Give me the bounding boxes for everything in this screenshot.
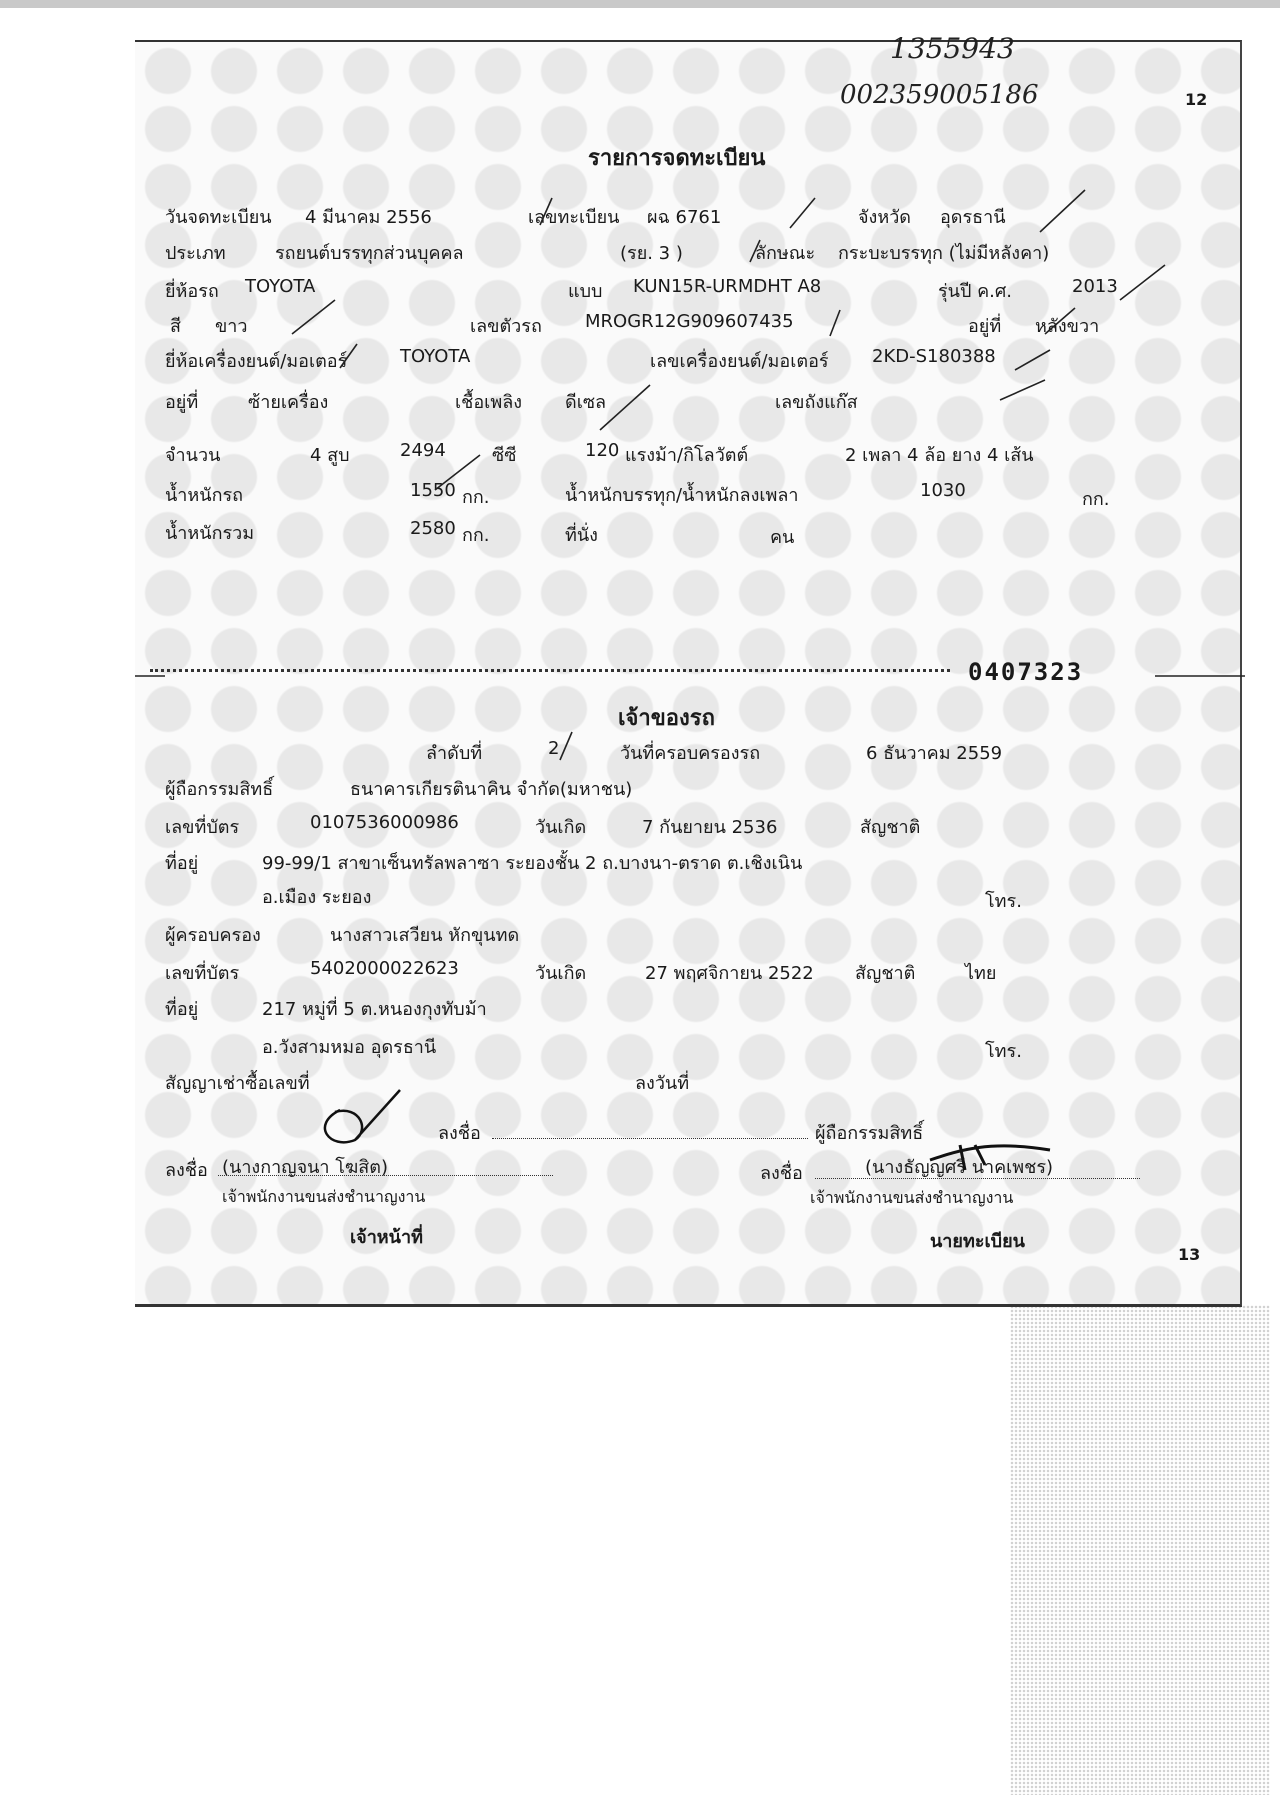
fuel: ดีเซล [565, 392, 607, 413]
reg-date: 4 มีนาคม 2556 [305, 207, 432, 228]
holder-address-2: อ.เมือง ระยอง [262, 887, 372, 908]
seats-unit: คน [770, 527, 795, 548]
registrar-title: นายทะเบียน [930, 1231, 1025, 1252]
model-year: 2013 [1072, 276, 1118, 297]
cc: 2494 [400, 440, 446, 461]
model-label: แบบ [568, 281, 603, 302]
possessor-label: ผู้ครอบครอง [165, 925, 261, 946]
officer-title: เจ้าหน้าที่ [350, 1227, 423, 1248]
officer-role: เจ้าพนักงานขนส่งชำนาญงาน [222, 1187, 426, 1206]
holder-sign-label: ลงชื่อ [438, 1123, 481, 1144]
style-label: ลักษณะ [755, 243, 816, 264]
engine-loc-label: อยู่ที่ [165, 392, 199, 413]
officer-name: (นางกาญจนา โฆสิต) [222, 1157, 388, 1178]
fuel-label: เชื้อเพลิง [455, 392, 523, 413]
vehicle-weight: 1550 [410, 480, 456, 501]
holder-id: 0107536000986 [310, 812, 459, 833]
possessor-addr-label: ที่อยู่ [165, 999, 199, 1020]
serial-number: 0407323 [968, 658, 1084, 686]
possess-date-label: วันที่ครอบครองรถ [620, 743, 761, 764]
holder-nat-label: สัญชาติ [860, 817, 921, 838]
holder-id-label: เลขที่บัตร [165, 817, 240, 838]
engine-no-label: เลขเครื่องยนต์/มอเตอร์ [650, 351, 829, 372]
load-unit: กก. [1082, 489, 1110, 510]
vehicle-style: กระบะบรรทุก (ไม่มีหลังคา) [838, 243, 1050, 264]
handwritten-number-2: 002359005186 [840, 80, 1039, 110]
engine-brand: TOYOTA [400, 346, 471, 367]
page-number-bottom: 13 [1178, 1245, 1201, 1264]
officer-sign-label: ลงชื่อ [165, 1160, 208, 1181]
total-unit: กก. [462, 525, 490, 546]
chassis-label: เลขตัวรถ [470, 316, 542, 337]
model: KUN15R-URMDHT A8 [633, 276, 822, 297]
page-number-top: 12 [1185, 90, 1208, 109]
weight-label: น้ำหนักรถ [165, 485, 244, 506]
chassis-location: หลังขวา [1035, 316, 1100, 337]
seats-label: ที่นั่ง [565, 525, 598, 546]
hp-label: แรงม้า/กิโลวัตต์ [625, 445, 749, 466]
holder-sign-role: ผู้ถือกรรมสิทธิ์ [815, 1123, 924, 1144]
order-label: ลำดับที่ [426, 743, 483, 764]
horsepower: 120 [585, 440, 620, 461]
engine-brand-label: ยี่ห้อเครื่องยนต์/มอเตอร์ [165, 351, 348, 372]
color: ขาว [215, 316, 248, 337]
plate-label: เลขทะเบียน [528, 207, 620, 228]
registrar-sign-label: ลงชื่อ [760, 1163, 803, 1184]
engine-location: ซ้ายเครื่อง [248, 392, 329, 413]
type-label: ประเภท [165, 243, 226, 264]
province: อุดรธานี [940, 207, 1006, 228]
count-label: จำนวน [165, 445, 221, 466]
handwritten-number-1: 1355943 [890, 32, 1015, 65]
type-code: (รย. 3 ) [620, 243, 683, 264]
registrar-role: เจ้าพนักงานขนส่งชำนาญงาน [810, 1188, 1014, 1207]
possessor-dob-label: วันเกิด [535, 963, 587, 984]
brand-label: ยี่ห้อรถ [165, 281, 219, 302]
year-label: รุ่นปี ค.ศ. [938, 281, 1013, 302]
load-weight: 1030 [920, 480, 966, 501]
possessor-address-2: อ.วังสามหมอ อุดรธานี [262, 1037, 437, 1058]
color-label: สี [170, 316, 181, 337]
holder-dob: 7 กันยายน 2536 [642, 817, 778, 838]
axles-wheels: 2 เพลา 4 ล้อ ยาง 4 เส้น [845, 445, 1034, 466]
owner-order: 2 [548, 738, 560, 759]
total-label: น้ำหนักรวม [165, 523, 255, 544]
holder-label: ผู้ถือกรรมสิทธิ์ [165, 779, 274, 800]
gas-tank-label: เลขถังแก๊ส [775, 392, 858, 413]
holder-tel-label: โทร. [985, 891, 1022, 912]
owner-title: เจ้าของรถ [618, 706, 715, 731]
possessor-id: 5402000022623 [310, 958, 459, 979]
possessor-tel-label: โทร. [985, 1041, 1022, 1062]
brand: TOYOTA [245, 276, 316, 297]
contract-date-label: ลงวันที่ [635, 1073, 690, 1094]
registrar-name: (นางธัญญศรี นาคเพชร) [865, 1157, 1054, 1178]
contract-label: สัญญาเช่าซื้อเลขที่ [165, 1073, 310, 1094]
total-weight: 2580 [410, 518, 456, 539]
plate-number: ผฉ 6761 [647, 207, 722, 228]
possessor-nat-label: สัญชาติ [855, 963, 916, 984]
load-label: น้ำหนักบรรทุก/น้ำหนักลงเพลา [565, 485, 799, 506]
possessor-address-1: 217 หมู่ที่ 5 ต.หนองกุงทับม้า [262, 999, 487, 1020]
weight-unit: กก. [462, 487, 490, 508]
province-label: จังหวัด [858, 207, 911, 228]
possessor-nationality: ไทย [965, 963, 997, 984]
holder-addr-label: ที่อยู่ [165, 853, 199, 874]
registration-title: รายการจดทะเบียน [588, 146, 766, 171]
holder-name: ธนาคารเกียรตินาคิน จำกัด(มหาชน) [350, 779, 633, 800]
possessor-dob: 27 พฤศจิกายน 2522 [645, 963, 814, 984]
holder-dob-label: วันเกิด [535, 817, 587, 838]
possess-date: 6 ธันวาคม 2559 [866, 743, 1003, 764]
chassis-number: MROGR12G909607435 [585, 311, 794, 332]
vehicle-type: รถยนต์บรรทุกส่วนบุคคล [275, 243, 464, 264]
possessor-id-label: เลขที่บัตร [165, 963, 240, 984]
chassis-loc-label: อยู่ที่ [968, 316, 1002, 337]
holder-address-1: 99-99/1 สาขาเซ็นทรัลพลาซา ระยองชั้น 2 ถ.บางนา-ตราด ต.เชิงเนิน [262, 853, 803, 874]
possessor-name: นางสาวเสวียน หักขุนทด [330, 925, 520, 946]
reg-date-label: วันจดทะเบียน [165, 207, 272, 228]
engine-number: 2KD-S180388 [872, 346, 996, 367]
cylinders: 4 สูบ [310, 445, 350, 466]
cc-label: ซีซี [492, 445, 517, 466]
